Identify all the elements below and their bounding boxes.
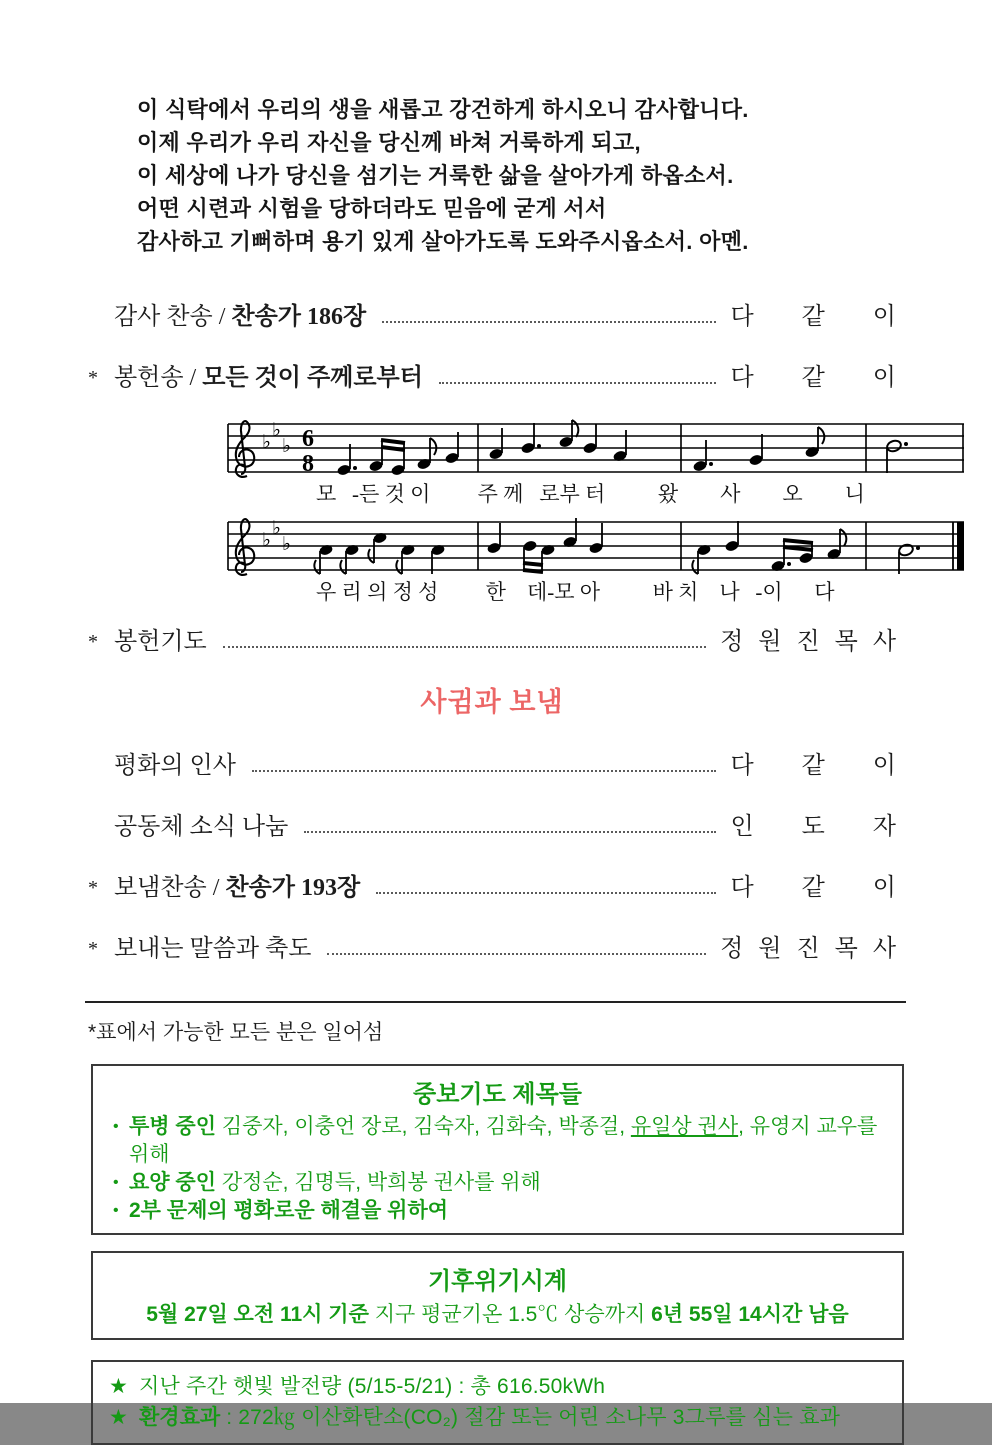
order-responder: 다 같 이: [730, 753, 896, 779]
order-line-sending-hymn: [88, 867, 896, 902]
prayer-request-item: • 투병 중인 김중자, 이충언 장로, 김숙자, 김화숙, 박종걸, 유일상 권사, 유영지 교우를 위해: [113, 1115, 878, 1166]
order-item-label: 봉헌송 / 모든 것이 주께로부터: [114, 365, 423, 391]
prayer-line: 어떤 시련과 시험을 당하더라도 믿음에 굳게 서서: [137, 196, 607, 221]
order-responder: 정 원 진 목 사: [720, 629, 896, 655]
time-signature: [302, 426, 314, 477]
standing-footnote: *표에서 가능한 모든 분은 일어섬: [88, 1021, 384, 1044]
order-item-label: 감사 찬송 / 찬송가 186장: [114, 304, 367, 330]
svg-text:♭: ♭: [262, 432, 271, 453]
svg-text:♭: ♭: [282, 436, 291, 457]
key-signature-flats: [262, 420, 291, 457]
order-responder: 다 같 이: [730, 875, 896, 901]
dotted-leader: [223, 646, 706, 648]
box-title: 기후위기시계: [427, 1268, 568, 1295]
section-divider: [85, 1001, 906, 1003]
standing-asterisk: *: [88, 877, 98, 899]
underlined-name: 유일상 권사: [630, 1115, 739, 1138]
order-responder: 정 원 진 목 사: [720, 936, 896, 962]
order-line-offering-prayer: [88, 621, 896, 656]
prayer-request-item: • 2부 문제의 평화로운 해결을 위하여: [105, 1197, 890, 1225]
dotted-leader: [376, 892, 716, 894]
order-line-peace-greeting: [88, 745, 896, 780]
order-item-label: 보내는 말씀과 축도: [114, 936, 312, 962]
dotted-leader: [382, 321, 716, 323]
order-item-label: 공동체 소식 나눔: [114, 814, 289, 840]
treble-clef-icon: [236, 519, 254, 575]
order-item-label: 보냄찬송 / 찬송가 193장: [114, 875, 361, 901]
lyrics-line-1: 모 -든 것 이 주 께 로부 터 왔 사 오 니: [316, 482, 865, 506]
order-line-offering-song: [88, 357, 896, 392]
svg-text:♭: ♭: [262, 530, 271, 551]
music-staff-1: [226, 418, 966, 480]
standing-asterisk: *: [88, 938, 98, 960]
bullet-icon: •: [113, 1202, 119, 1219]
order-item-label: 봉헌기도: [114, 629, 207, 655]
music-staff-2: [226, 516, 966, 578]
solar-report-box: [91, 1360, 904, 1445]
climate-clock-box: [91, 1251, 904, 1340]
intercessory-prayer-box: [91, 1064, 904, 1235]
solar-report-item: ★ 환경효과 : 272㎏ 이산화탄소(CO₂) 절감 또는 어린 소나무 3그루를 심는 효과: [105, 1402, 890, 1433]
solar-report-item: ★ 지난 주간 햇빛 발전량 (5/15-5/21) : 총 616.50kWh: [105, 1371, 890, 1402]
prayer-line: 이 식탁에서 우리의 생을 새롭고 강건하게 하시오니 감사합니다.: [137, 97, 749, 122]
svg-text:♭: ♭: [272, 518, 281, 539]
standing-asterisk: *: [88, 367, 98, 389]
prayer-request-item: • 요양 중인 강정순, 김명득, 박희봉 권사를 위해: [105, 1169, 890, 1197]
communion-prayer: [0, 0, 992, 258]
hymn-score: [226, 418, 966, 605]
worship-order: [0, 296, 992, 963]
dotted-leader: [327, 953, 706, 955]
order-line-community-news: [88, 806, 896, 841]
box-title: 중보기도 제목들: [413, 1081, 582, 1108]
star-icon: ★: [109, 1406, 128, 1429]
star-icon: ★: [109, 1375, 128, 1398]
standing-asterisk: [88, 778, 114, 780]
bullet-icon: •: [113, 1118, 119, 1135]
prayer-line: 감사하고 기뻐하며 용기 있게 살아가도록 도와주시옵소서. 아멘.: [137, 229, 749, 254]
svg-text:♭: ♭: [282, 534, 291, 555]
key-signature-flats: [262, 518, 291, 555]
prayer-line: 이제 우리가 우리 자신을 당신께 바쳐 거룩하게 되고,: [137, 130, 641, 155]
order-line-benediction: [88, 928, 896, 963]
standing-asterisk: *: [88, 631, 98, 653]
order-item-label: 평화의 인사: [114, 753, 236, 779]
climate-clock-status: 5월 27일 오전 11시 기준 지구 평균기온 1.5℃ 상승까지 6년 55일 14시간 남음: [146, 1303, 849, 1326]
order-responder: 다 같 이: [730, 365, 896, 391]
time-sig-bottom: 8: [302, 451, 314, 477]
dotted-leader: [304, 831, 716, 833]
order-responder: 인 도 자: [730, 814, 896, 840]
section-heading-fellowship: 사귐과 보냄: [420, 687, 564, 717]
order-line-thanks-hymn: [88, 296, 896, 331]
prayer-line: 이 세상에 나가 당신을 섬기는 거룩한 삶을 살아가게 하옵소서.: [137, 163, 734, 188]
svg-text:♭: ♭: [272, 420, 281, 441]
time-sig-top: 6: [302, 426, 314, 452]
standing-asterisk: [88, 839, 114, 841]
treble-clef-icon: [236, 421, 254, 477]
lyrics-line-2: 우 리 의 정 성 한 데-모 아 바 치 나 -이 다: [316, 580, 835, 604]
order-responder: 다 같 이: [730, 304, 896, 330]
standing-asterisk: [88, 329, 114, 331]
dotted-leader: [439, 382, 717, 384]
dotted-leader: [252, 770, 717, 772]
bullet-icon: •: [113, 1174, 119, 1191]
